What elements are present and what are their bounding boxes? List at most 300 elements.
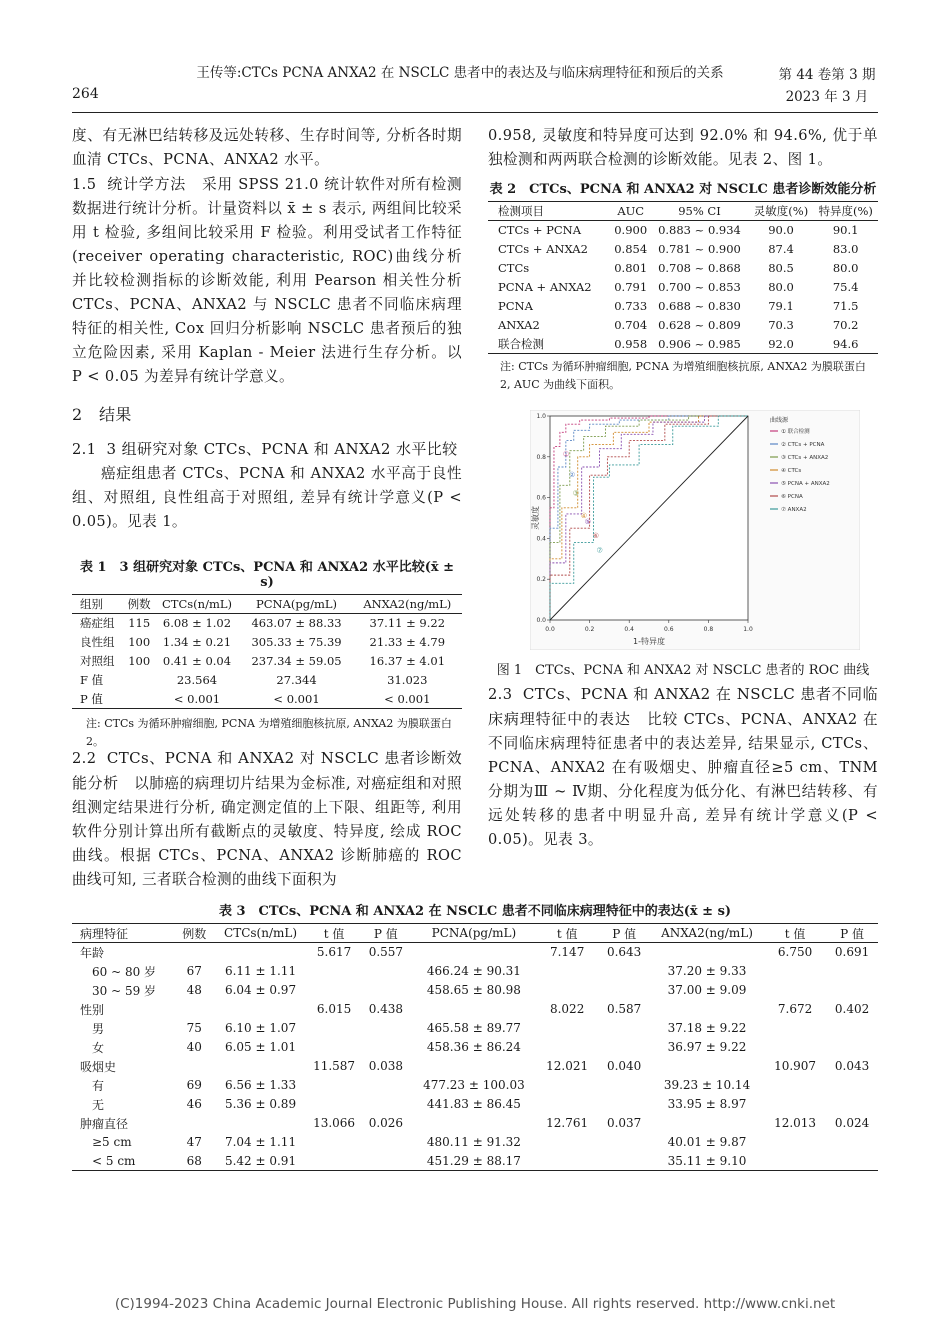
column-header: P 值: [373, 926, 398, 941]
table-cell: 11.587: [313, 1059, 356, 1073]
table-cell: [125, 690, 154, 709]
figure-1: [530, 410, 860, 650]
table-cell: [826, 1019, 878, 1038]
table-cell: [536, 1133, 598, 1152]
running-title: 王传等:CTCs PCNA ANXA2 在 NSCLC 患者中的表达及与临床病理特征和预后的关系: [196, 65, 724, 81]
section-number: 2.3: [488, 686, 513, 703]
table-cell: 90.0: [768, 223, 794, 238]
table-cell: [826, 1076, 878, 1095]
table-cell: 女: [92, 1040, 105, 1055]
table-cell: [598, 1152, 650, 1171]
column-header: t 值: [323, 926, 345, 941]
column-header: P 值: [840, 926, 865, 941]
table-cell: [360, 1095, 412, 1114]
table-cell: 46: [186, 1097, 202, 1111]
table-cell: 6.56 ± 1.33: [224, 1078, 297, 1092]
figure-caption: 图 1 CTCs、PCNA 和 ANXA2 对 NSCLC 患者的 ROC 曲线: [496, 663, 870, 678]
table-row: [72, 1000, 878, 1019]
table-cell: 良性组: [80, 635, 115, 649]
table-cell: [536, 1019, 598, 1038]
table-cell: [360, 1019, 412, 1038]
table-cell: 83.0: [832, 242, 859, 256]
table-cell: 31.023: [387, 673, 428, 687]
legend-item: ③ CTCs + ANXA2: [781, 455, 829, 461]
table-cell: 0.41 ± 0.04: [162, 654, 232, 668]
table-cell: 37.20 ± 9.33: [667, 964, 747, 978]
table-cell: 87.4: [768, 242, 794, 256]
column-header: P 值: [612, 926, 637, 941]
table-cell: 0.708 ~ 0.868: [658, 261, 741, 275]
table-cell: [764, 1152, 826, 1171]
table-row: [72, 1038, 878, 1057]
legend-item: ⑦ ANXA2: [781, 507, 807, 513]
table-header-row: [72, 595, 462, 614]
table-cell: 肿瘤直径: [80, 1116, 129, 1131]
table-row: [72, 652, 462, 671]
table-cell: 6.750: [777, 945, 813, 960]
table-cell: 0.040: [606, 1059, 642, 1073]
y-tick-label: 0.2: [536, 576, 546, 584]
table-cell: < 5 cm: [92, 1153, 136, 1168]
column-header: CTCs(n/mL): [224, 926, 298, 940]
table-cell: 0.043: [834, 1059, 870, 1073]
table-cell: 联合检测: [498, 336, 544, 351]
table-cell: [598, 1019, 650, 1038]
table-cell: 0.402: [834, 1002, 870, 1016]
table-cell: [360, 962, 412, 981]
table-cell: 6.11 ± 1.11: [224, 964, 297, 978]
table-cell: 115: [128, 616, 151, 631]
table-cell: [125, 671, 154, 690]
table-cell: [764, 981, 826, 1000]
table-cell: [536, 962, 598, 981]
table-cell: [764, 1076, 826, 1095]
table-row: [488, 240, 878, 259]
table-cell: [764, 1095, 826, 1114]
table-row: [72, 1076, 878, 1095]
section-text: 采用 SPSS 21.0 统计软件对所有检测数据进行统计分析。计量资料以 x̄ ± s 表示, 两组间比较采用 t 检验, 多组间比较采用 F 检验。利用受试者工作特征(receiver operating characteristic, ROC)曲线分析并比较检测指标的诊断效能, 利用 Pearson 相关性分析 CTCs、PCNA、ANXA2 与 NSCLC 患者不同临床病理特征的相关性, Cox 回归分析影响 NSCLC 患者预后的独立危险因素, 采用 Kaplan - Meier 法进行生存分析。以 P < 0.05 为差异有统计学意义。: [72, 176, 462, 385]
table-cell: 0.643: [606, 945, 642, 960]
table-cell: [412, 1057, 536, 1076]
table-cell: [536, 1076, 598, 1095]
x-tick-label: 0.8: [703, 626, 714, 633]
table-2: [488, 178, 878, 394]
table-cell: [308, 1076, 360, 1095]
table-cell: [360, 1038, 412, 1057]
table-row: [72, 690, 462, 709]
table-header-row: [72, 924, 878, 943]
table-cell: [650, 1057, 764, 1076]
table-cell: 5.42 ± 0.91: [224, 1153, 297, 1168]
table-cell: 0.883 ~ 0.934: [658, 223, 741, 238]
table-cell: [536, 1038, 598, 1057]
curve-marker: ⑥: [592, 532, 599, 541]
table-cell: 70.2: [832, 318, 859, 332]
table-cell: 36.97 ± 9.22: [667, 1040, 747, 1054]
table-cell: 0.801: [614, 261, 648, 275]
y-tick-label: 0.8: [536, 453, 546, 461]
y-tick-label: 0.0: [536, 617, 546, 624]
table-cell: 男: [92, 1021, 105, 1036]
table-cell: 35.11 ± 9.10: [667, 1153, 747, 1168]
curve-marker: ⑦: [596, 546, 603, 555]
table-cell: 441.83 ± 86.45: [426, 1097, 521, 1111]
y-tick-label: 0.4: [536, 535, 546, 543]
left-column-continued: [72, 746, 462, 892]
table-cell: 71.5: [832, 299, 859, 313]
intro-paragraph: 度、有无淋巴结转移及远处转移、生存时间等, 分析各时期血清 CTCs、PCNA、ANXA2 水平。: [72, 127, 462, 168]
table-cell: 12.013: [774, 1116, 817, 1130]
table-cell: 12.761: [546, 1116, 589, 1130]
x-axis-label: 1-特异度: [633, 637, 665, 646]
table-cell: 1.34 ± 0.21: [162, 635, 232, 649]
table-cell: 477.23 ± 100.03: [423, 1078, 525, 1092]
table-cell: 305.33 ± 75.39: [251, 635, 342, 649]
table-cell: [826, 1038, 878, 1057]
table-cell: [826, 981, 878, 1000]
roc-chart: [530, 410, 860, 650]
table-cell: [598, 962, 650, 981]
table-cell: 13.066: [313, 1116, 356, 1130]
table-cell: [308, 1133, 360, 1152]
table-row: [72, 1019, 878, 1038]
table-cell: [764, 1133, 826, 1152]
column-header: 特异度(%): [818, 204, 873, 218]
section-number: 1.5: [72, 176, 97, 193]
table-cell: 458.36 ± 86.24: [426, 1040, 521, 1054]
table-cell: [308, 1019, 360, 1038]
table-cell: 37.11 ± 9.22: [369, 616, 446, 631]
table-cell: 5.617: [316, 945, 352, 960]
table-cell: [308, 1095, 360, 1114]
table-cell: < 0.001: [273, 691, 320, 706]
column-header: PCNA(pg/mL): [256, 597, 338, 611]
table-cell: 100: [128, 654, 151, 668]
table-cell: 80.5: [768, 261, 794, 275]
table-cell: [360, 1152, 412, 1171]
table-2-grid: [488, 201, 878, 354]
curve-marker: ①: [562, 450, 570, 459]
table-cell: [598, 1076, 650, 1095]
table-cell: 0.691: [834, 945, 870, 960]
table-caption: 表 3 CTCs、PCNA 和 ANXA2 在 NSCLC 患者不同临床病理特征中的表达(x̄ ± s): [218, 904, 732, 919]
table-cell: [176, 1057, 213, 1076]
section-text: 以肺癌的病理切片结果为金标准, 对癌症组和对照组测定结果进行分析, 确定测定值的上下限、组距等, 利用软件分别计算出所有截断点的灵敏度、特异度, 绘成 ROC 曲线。根据 CTCs、PCNA、ANXA2 诊断肺癌的 ROC 曲线可知, 三者联合检测的曲线下面积为: [72, 775, 462, 888]
table-note: 注: CTCs 为循环肿瘤细胞, PCNA 为增殖细胞核抗原, ANXA2 为膜联蛋白 2, AUC 为曲线下面积。: [500, 360, 866, 391]
table-cell: 80.0: [768, 280, 794, 294]
table-cell: [213, 1000, 308, 1019]
table-cell: [826, 962, 878, 981]
column-header: 灵敏度(%): [753, 204, 809, 218]
table-cell: 0.704: [614, 318, 648, 332]
table-cell: 7.672: [777, 1002, 813, 1016]
table-cell: 75.4: [832, 280, 859, 294]
table-cell: 7.04 ± 1.11: [224, 1135, 297, 1149]
table-cell: 466.24 ± 90.31: [426, 964, 521, 978]
section-title: 统计学方法: [107, 175, 186, 193]
table-cell: 237.34 ± 59.05: [251, 654, 342, 668]
table-row: [488, 221, 878, 240]
table-3-grid: [72, 923, 878, 1171]
table-cell: PCNA: [498, 299, 533, 313]
section-heading-results: 2 结果: [72, 405, 132, 424]
table-cell: 0.026: [368, 1116, 404, 1130]
table-cell: 465.58 ± 89.77: [426, 1021, 521, 1035]
table-cell: [213, 943, 308, 962]
table-cell: 47: [186, 1135, 202, 1149]
table-cell: [764, 1019, 826, 1038]
table-cell: 癌症组: [80, 616, 115, 631]
table-cell: 0.733: [614, 299, 648, 313]
table-row: [488, 335, 878, 354]
section-2-1: [72, 437, 462, 534]
table-cell: CTCs + ANXA2: [498, 242, 588, 256]
x-tick-label: 0.4: [624, 626, 634, 633]
section-2-3: [488, 682, 878, 852]
table-row: [72, 1152, 878, 1171]
table-cell: [764, 1038, 826, 1057]
table-cell: [536, 1152, 598, 1171]
table-cell: 30 ~ 59 岁: [92, 983, 157, 998]
table-row: [488, 259, 878, 278]
table-cell: 70.3: [768, 318, 794, 332]
table-cell: 0.791: [614, 280, 648, 294]
table-cell: [598, 1095, 650, 1114]
table-cell: 12.021: [546, 1059, 589, 1073]
table-caption: 表 2 CTCs、PCNA 和 ANXA2 对 NSCLC 患者诊断效能分析: [489, 182, 877, 197]
table-cell: [412, 1114, 536, 1133]
header-rule: [72, 112, 878, 113]
table-cell: 0.037: [606, 1116, 642, 1130]
section-number: 2.1: [72, 441, 97, 458]
table-cell: PCNA + ANXA2: [498, 280, 592, 294]
table-1-grid: [72, 594, 462, 709]
x-tick-label: 0.6: [664, 626, 674, 633]
table-cell: 40: [186, 1040, 202, 1054]
table-cell: 0.628 ~ 0.809: [658, 318, 741, 332]
section-title: 3 组研究对象 CTCs、PCNA 和 ANXA2 水平比较: [106, 440, 458, 458]
table-cell: [598, 1038, 650, 1057]
table-cell: [308, 962, 360, 981]
table-cell: 7.147: [549, 945, 585, 960]
table-cell: 33.95 ± 8.97: [667, 1097, 747, 1111]
legend-item: ⑥ PCNA: [781, 494, 803, 500]
table-row: [488, 297, 878, 316]
table-cell: 无: [92, 1097, 105, 1112]
table-cell: 8.022: [549, 1002, 585, 1016]
table-cell: [650, 1114, 764, 1133]
table-cell: 5.36 ± 0.89: [224, 1097, 297, 1111]
volume-info: [772, 64, 882, 108]
table-cell: 年龄: [80, 945, 105, 960]
section-2-2: [72, 746, 462, 892]
table-cell: ANXA2: [498, 318, 540, 332]
table-row: [72, 962, 878, 981]
table-cell: 39.23 ± 10.14: [663, 1078, 751, 1092]
curve-marker: ②: [568, 471, 576, 479]
table-cell: [826, 1095, 878, 1114]
table-cell: 0.024: [834, 1116, 870, 1130]
table-cell: 458.65 ± 80.98: [426, 983, 521, 997]
table-row: [72, 671, 462, 690]
column-header: PCNA(pg/mL): [431, 926, 517, 940]
table-cell: 21.33 ± 4.79: [369, 635, 446, 649]
table-cell: [308, 1152, 360, 1171]
table-cell: 6.05 ± 1.01: [224, 1040, 297, 1054]
table-cell: 451.29 ± 88.17: [426, 1153, 521, 1168]
table-cell: [176, 1000, 213, 1019]
table-cell: 68: [186, 1153, 202, 1168]
table-cell: 有: [92, 1078, 105, 1093]
column-header: ANXA2(ng/mL): [363, 597, 452, 611]
column-header: 检测项目: [498, 204, 544, 218]
table-cell: 10.907: [774, 1059, 817, 1073]
publication-date: 2023 年 3 月: [785, 89, 869, 105]
table-cell: [176, 943, 213, 962]
table-cell: 6.10 ± 1.07: [224, 1021, 297, 1035]
x-tick-label: 0.0: [545, 626, 555, 633]
table-note: 注: CTCs 为循环肿瘤细胞, PCNA 为增殖细胞核抗原, ANXA2 为膜联蛋白 2。: [86, 717, 452, 748]
curve-marker: ④: [580, 511, 588, 520]
table-3: [72, 900, 878, 1171]
table-cell: 0.557: [368, 945, 404, 960]
table-cell: [360, 1076, 412, 1095]
table-row: [72, 943, 878, 962]
table-cell: 90.1: [832, 223, 859, 238]
table-cell: 75: [186, 1021, 202, 1035]
legend-item: ⑤ PCNA + ANXA2: [781, 481, 830, 487]
table-cell: 0.587: [606, 1002, 642, 1016]
left-column: [72, 124, 462, 534]
table-cell: 对照组: [80, 654, 115, 668]
table-cell: 0.688 ~ 0.830: [658, 299, 741, 313]
table-cell: [650, 1000, 764, 1019]
y-tick-label: 0.6: [536, 494, 546, 502]
table-header-row: [488, 202, 878, 221]
table-cell: 0.900: [614, 223, 648, 238]
table-cell: 94.6: [832, 336, 859, 351]
table-cell: 吸烟史: [80, 1059, 117, 1074]
page-number: 264: [72, 86, 99, 102]
table-cell: 463.07 ± 88.33: [251, 616, 342, 631]
x-tick-label: 0.2: [584, 626, 595, 633]
legend-item: ① 联合检测: [781, 429, 810, 435]
table-cell: CTCs: [498, 261, 530, 275]
legend-item: ② CTCs + PCNA: [781, 442, 825, 448]
table-cell: < 0.001: [173, 691, 221, 706]
table-row: [72, 633, 462, 652]
table-cell: [598, 981, 650, 1000]
table-row: [72, 1057, 878, 1076]
table-cell: 0.958: [614, 336, 648, 351]
table-cell: P 值: [80, 691, 103, 706]
volume-issue: 第 44 卷第 3 期: [778, 67, 876, 83]
column-header: ANXA2(ng/mL): [661, 926, 753, 940]
table-cell: 0.854: [614, 242, 648, 256]
table-cell: [536, 1095, 598, 1114]
column-header: 例数: [182, 926, 207, 941]
table-row: [488, 316, 878, 335]
section-number: 2.2: [72, 750, 97, 767]
table-cell: [826, 1152, 878, 1171]
table-cell: [360, 1133, 412, 1152]
table-cell: 480.11 ± 91.32: [426, 1135, 521, 1149]
table-cell: [213, 1057, 308, 1076]
table-cell: [412, 943, 536, 962]
section-text: 癌症组患者 CTCs、PCNA 和 ANXA2 水平高于良性组、对照组, 良性组高于对照组, 差异有统计学意义(P < 0.05)。见表 1。: [72, 465, 462, 530]
curve-marker: ⑤: [584, 517, 591, 526]
section-title: CTCs、PCNA 和 ANXA2 在 NSCLC 患者不同临床病理特征中的表达: [488, 685, 879, 728]
column-header: AUC: [617, 204, 645, 218]
table-cell: [360, 981, 412, 1000]
table-cell: 16.37 ± 4.01: [369, 654, 446, 668]
table-cell: [536, 981, 598, 1000]
table-cell: 67: [186, 964, 202, 978]
table-cell: CTCs + PCNA: [498, 223, 582, 238]
table-cell: 0.438: [368, 1002, 404, 1016]
section-1-5: [72, 172, 462, 389]
table-row: [488, 278, 878, 297]
table-cell: [308, 981, 360, 1000]
table-cell: 6.04 ± 0.97: [224, 983, 297, 997]
table-row: [72, 614, 462, 633]
x-tick-label: 1.0: [743, 626, 753, 633]
table-cell: 性别: [80, 1002, 105, 1017]
table-cell: 37.00 ± 9.09: [667, 983, 747, 997]
curve-marker: ③: [572, 489, 580, 498]
table-row: [72, 981, 878, 1000]
table-row: [72, 1133, 878, 1152]
table-1: [72, 556, 462, 751]
table-cell: 0.781 ~ 0.900: [658, 242, 741, 256]
table-caption: 表 1 3 组研究对象 CTCs、PCNA 和 ANXA2 水平比较(x̄ ± s): [79, 560, 455, 590]
y-tick-label: 1.0: [536, 413, 546, 420]
table-cell: 6.015: [316, 1002, 352, 1016]
table-cell: 92.0: [768, 336, 794, 351]
table-cell: 60 ~ 80 岁: [92, 964, 157, 979]
table-cell: 37.18 ± 9.22: [667, 1021, 747, 1035]
legend-title: 曲线源: [770, 417, 789, 424]
table-cell: [826, 1133, 878, 1152]
table-cell: [764, 962, 826, 981]
table-cell: 100: [128, 635, 151, 649]
table-cell: 27.344: [276, 673, 317, 687]
right-column-continued: [488, 682, 878, 852]
table-row: [72, 1114, 878, 1133]
table-cell: 6.08 ± 1.02: [162, 616, 232, 631]
table-cell: [213, 1114, 308, 1133]
table-cell: [308, 1038, 360, 1057]
column-header: 组别: [80, 597, 103, 611]
column-header: 95% CI: [678, 204, 721, 218]
y-axis-label: 灵敏度: [531, 506, 540, 530]
table-cell: 69: [186, 1078, 202, 1092]
table-cell: 80.0: [832, 261, 859, 275]
table-cell: [176, 1114, 213, 1133]
table-cell: 0.038: [368, 1059, 404, 1073]
copyright-footer: (C)1994-2023 China Academic Journal Electronic Publishing House. All rights reserved. http://www.cnki.net: [114, 1296, 836, 1312]
column-header: 例数: [127, 597, 151, 611]
table-cell: [650, 943, 764, 962]
continued-paragraph: 0.958, 灵敏度和特异度可达到 92.0% 和 94.6%, 优于单独检测和两两联合检测的诊断效能。见表 2、图 1。: [488, 127, 878, 168]
table-cell: ≥5 cm: [92, 1135, 132, 1149]
table-cell: 48: [186, 983, 202, 997]
table-cell: 0.906 ~ 0.985: [658, 336, 741, 351]
column-header: t 值: [556, 926, 578, 941]
column-header: t 值: [784, 926, 806, 941]
right-column: [488, 124, 878, 172]
legend-item: ④ CTCs: [781, 468, 802, 474]
